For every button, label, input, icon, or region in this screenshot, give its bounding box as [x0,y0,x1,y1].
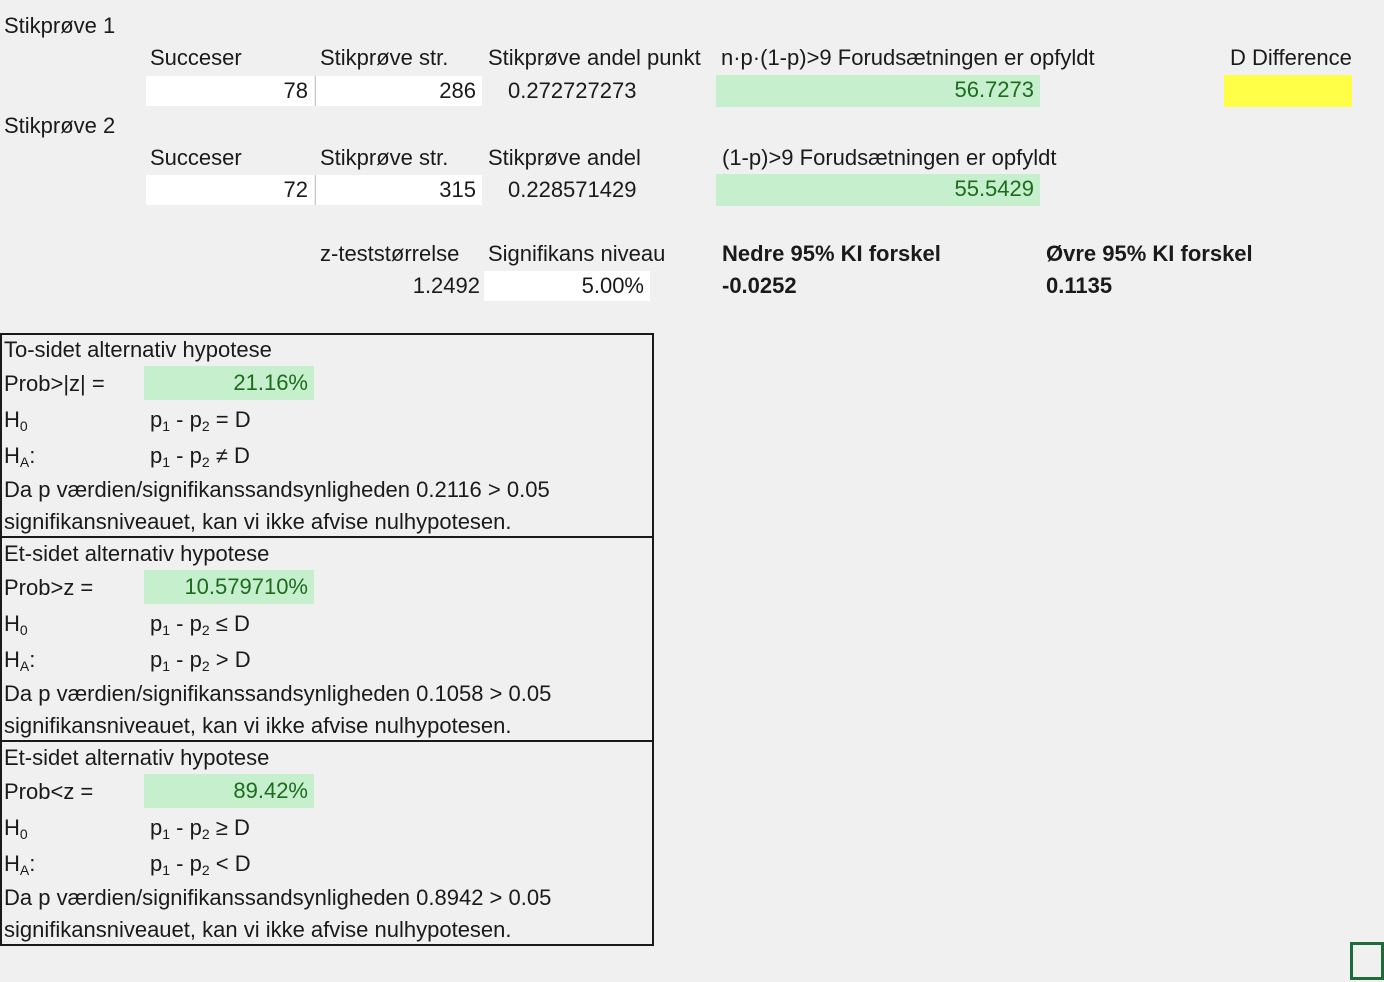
prob-value: 10.579710% [144,570,314,604]
prob-value: 21.16% [144,366,314,400]
sample1-condition-header: n·p·(1-p)>9 Forudsætningen er opfyldt [721,45,1095,70]
prob-label: Prob>z = [4,575,94,600]
null-hypothesis-label: $H_0$ [4,611,28,638]
null-hypothesis-formula: $p_1 - p_2 \le D$ [150,611,250,638]
null-hypothesis-label: $H_0$ [4,815,28,842]
alt-hypothesis-label: $H_A$: [4,647,36,674]
sample2-proportion-value: 0.228571429 [508,177,637,202]
sample1-successes-header: Succeser [150,45,242,70]
d-difference-input[interactable] [1224,75,1352,107]
significance-input[interactable]: 5.00% [484,271,650,301]
sample1-size-header: Stikprøve str. [320,45,449,70]
conclusion-line2: signifikansniveauet, kan vi ikke afvise nulhypotesen. [4,917,512,942]
z-statistic-value: 1.2492 [412,273,480,298]
d-difference-header: D Difference [1230,45,1352,70]
alt-hypothesis-formula: $p_1 - p_2 > D$ [150,647,251,674]
sample1-successes-input[interactable]: 78 [146,76,314,106]
alt-hypothesis-formula: $p_1 - p_2 \ne D$ [150,443,250,470]
prob-label: Prob<z = [4,779,94,804]
conclusion-line1: Da p værdien/signifikanssandsynligheden 0.2116 > 0.05 [4,477,550,502]
null-hypothesis-formula: $p_1 - p_2 \ge D$ [150,815,250,842]
conclusion-line1: Da p værdien/signifikanssandsynligheden 0.8942 > 0.05 [4,885,552,910]
sample2-successes-header: Succeser [150,145,242,170]
test-title: To-sidet alternativ hypotese [4,337,272,362]
test-title: Et-sidet alternativ hypotese [4,541,270,566]
sample1-condition-value: 56.7273 [716,75,1040,107]
prob-value: 89.42% [144,774,314,808]
sample2-heading: Stikprøve 2 [4,113,116,138]
sample2-size-header: Stikprøve str. [320,145,449,170]
upper-ci-label: Øvre 95% KI forskel [1046,241,1253,266]
sample1-size-input[interactable]: 286 [316,76,482,106]
conclusion-line1: Da p værdien/signifikanssandsynligheden 0.1058 > 0.05 [4,681,552,706]
lower-ci-label: Nedre 95% KI forskel [722,241,941,266]
null-hypothesis-label: $H_0$ [4,407,28,434]
z-statistic-label: z-teststørrelse [320,241,460,266]
null-hypothesis-formula: $p_1 - p_2 = D$ [150,407,251,434]
upper-ci-value: 0.1135 [1046,273,1113,298]
sample2-condition-header: (1-p)>9 Forudsætningen er opfyldt [722,145,1057,170]
hypothesis-tests-box [0,333,654,946]
sample1-proportion-value: 0.272727273 [508,78,637,103]
alt-hypothesis-label: $H_A$: [4,851,36,878]
prob-label: Prob>|z| = [4,371,105,396]
sample2-successes-input[interactable]: 72 [146,175,314,205]
conclusion-line2: signifikansniveauet, kan vi ikke afvise nulhypotesen. [4,713,512,738]
sample2-condition-value: 55.5429 [716,174,1040,206]
selected-cell[interactable] [1350,942,1384,980]
sample2-proportion-header: Stikprøve andel [488,145,641,170]
test-title: Et-sidet alternativ hypotese [4,745,270,770]
sample1-proportion-header: Stikprøve andel punkt [488,45,701,70]
significance-label: Signifikans niveau [488,241,666,266]
lower-ci-value: -0.0252 [722,273,797,298]
alt-hypothesis-label: $H_A$: [4,443,36,470]
sample1-heading: Stikprøve 1 [4,13,116,38]
conclusion-line2: signifikansniveauet, kan vi ikke afvise nulhypotesen. [4,509,512,534]
sample2-size-input[interactable]: 315 [316,175,482,205]
alt-hypothesis-formula: $p_1 - p_2 < D$ [150,851,251,878]
